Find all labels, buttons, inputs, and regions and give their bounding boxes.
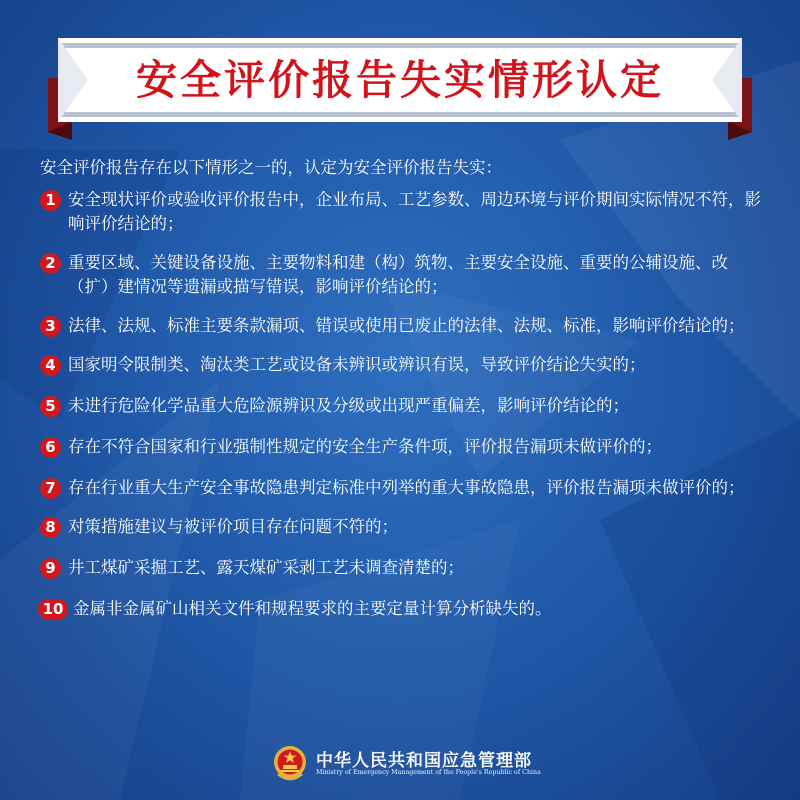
list-item-text: 存在行业重大生产安全事故隐患判定标准中列举的重大事故隐患，评价报告漏项未做评价的；: [68, 478, 745, 497]
number-badge: 5: [40, 396, 61, 417]
list-item: [40, 556, 768, 580]
list-item: [40, 188, 768, 236]
list-item: [40, 314, 768, 338]
number-badge: 1: [40, 190, 61, 211]
list-item: [40, 476, 768, 500]
title-banner: [0, 0, 800, 150]
list-item: [40, 435, 768, 459]
number-badge: 7: [40, 478, 61, 499]
org-name-cn: 中华人民共和国应急管理部: [316, 751, 532, 771]
list-item-text: 法律、法规、标准主要条款漏项、错误或使用已废止的法律、法规、标准，影响评价结论的；: [68, 316, 745, 335]
national-emblem-icon: [272, 744, 308, 782]
list-item: [40, 394, 768, 418]
number-badge: 8: [40, 517, 61, 538]
list-item: [40, 353, 768, 377]
list-item: [40, 515, 768, 539]
number-badge: 2: [40, 253, 61, 274]
footer: [272, 744, 572, 788]
intro-text: 安全评价报告存在以下情形之一的，认定为安全评价报告失实：: [40, 158, 502, 177]
list-item: [40, 251, 768, 299]
list-item: [40, 597, 768, 621]
number-badge: 9: [40, 558, 61, 579]
number-badge: 10: [38, 599, 68, 620]
list-item-text: 存在不符合国家和行业强制性规定的安全生产条件项，评价报告漏项未做评价的；: [68, 437, 662, 456]
page-title: 安全评价报告失实情形认定: [136, 56, 664, 104]
list-item-text: 对策措施建议与被评价项目存在问题不符的；: [68, 517, 398, 536]
list-item-text: 金属非金属矿山相关文件和规程要求的主要定量计算分析缺失的。: [73, 599, 552, 618]
content-area: [40, 156, 768, 638]
list-item-text: 重要区域、关键设备设施、主要物料和建（构）筑物、主要安全设施、重要的公辅设施、改（扩）建情况等遗漏或描写错误，影响评价结论的；: [68, 253, 728, 296]
list-item-text: 井工煤矿采掘工艺、露天煤矿采剥工艺未调查清楚的；: [68, 558, 464, 577]
list-item-text: 安全现状评价或验收评价报告中，企业布局、工艺参数、周边环境与评价期间实际情况不符，影响评价结论的；: [68, 190, 761, 233]
org-name-en: Ministry of Emergency Management of the People's Republic of China: [316, 769, 541, 776]
list-item-text: 未进行危险化学品重大危险源辨识及分级或出现严重偏差，影响评价结论的；: [68, 396, 629, 415]
number-badge: 4: [40, 355, 61, 376]
number-badge: 6: [40, 437, 61, 458]
list-item-text: 国家明令限制类、淘汰类工艺或设备未辨识或辨识有误，导致评价结论失实的；: [68, 355, 646, 374]
number-badge: 3: [40, 316, 61, 337]
